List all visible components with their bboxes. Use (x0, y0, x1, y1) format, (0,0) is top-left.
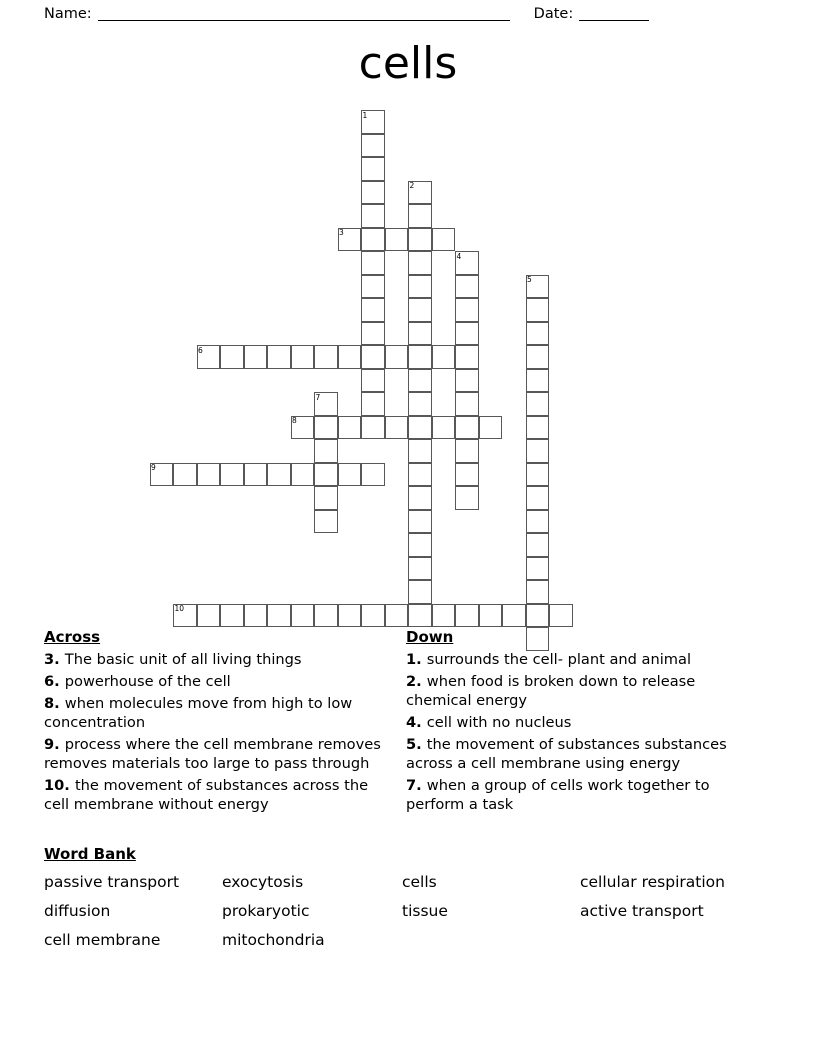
crossword-cell[interactable] (291, 345, 315, 369)
across-clue-column (44, 628, 392, 817)
crossword-cell[interactable] (408, 228, 432, 252)
crossword-cell[interactable] (220, 463, 244, 487)
across-clue-6 (44, 672, 392, 691)
crossword-cell[interactable] (455, 345, 479, 369)
date-label: Date: (533, 6, 574, 22)
clue-text: the movement of substances across the cell membrane without energy (44, 777, 369, 813)
crossword-cell[interactable] (361, 392, 385, 416)
crossword-cell[interactable] (244, 604, 268, 628)
crossword-cell[interactable] (173, 604, 197, 628)
crossword-cell[interactable] (455, 486, 479, 510)
crossword-cell-number: 4 (456, 251, 462, 261)
crossword-cell[interactable] (526, 486, 550, 510)
crossword-cell[interactable] (455, 463, 479, 487)
across-heading: Across (44, 628, 101, 646)
crossword-cell[interactable] (526, 416, 550, 440)
crossword-cell[interactable] (361, 369, 385, 393)
crossword-cell[interactable] (432, 416, 456, 440)
crossword-cell[interactable] (361, 181, 385, 205)
crossword-cell[interactable] (408, 251, 432, 275)
crossword-cell[interactable] (408, 580, 432, 604)
word-bank-item: cellular respiration (580, 873, 725, 891)
crossword-cell[interactable] (291, 416, 315, 440)
crossword-cell-number: 1 (362, 110, 368, 120)
clue-text: when food is broken down to release chemical energy (406, 673, 696, 709)
crossword-cell[interactable] (361, 157, 385, 181)
crossword-cell[interactable] (361, 345, 385, 369)
clue-text: the movement of substances substances across a cell membrane using energy (406, 736, 727, 772)
crossword-cell[interactable] (408, 604, 432, 628)
crossword-cell[interactable] (361, 416, 385, 440)
crossword-cell[interactable] (314, 604, 338, 628)
crossword-cell[interactable] (408, 392, 432, 416)
crossword-cell[interactable] (502, 604, 526, 628)
crossword-cell[interactable] (361, 298, 385, 322)
clue-text: cell with no nucleus (426, 714, 572, 731)
crossword-cell[interactable] (455, 439, 479, 463)
crossword-cell[interactable] (197, 604, 221, 628)
word-bank (44, 845, 784, 949)
crossword-cell[interactable] (455, 416, 479, 440)
crossword-cell[interactable] (314, 486, 338, 510)
crossword-cell[interactable] (338, 228, 362, 252)
crossword-cell[interactable] (432, 228, 456, 252)
crossword-cell[interactable] (526, 345, 550, 369)
crossword-cell[interactable] (385, 345, 409, 369)
clue-text: surrounds the cell- plant and animal (426, 651, 692, 668)
crossword-cell[interactable] (244, 345, 268, 369)
crossword-cell[interactable] (408, 369, 432, 393)
crossword-cell-number: 5 (527, 275, 532, 284)
crossword-cell[interactable] (291, 604, 315, 628)
crossword-cell[interactable] (408, 439, 432, 463)
crossword-cell[interactable] (150, 463, 174, 487)
clue-section (0, 628, 816, 843)
crossword-cell[interactable] (408, 204, 432, 228)
across-clue-list (44, 650, 392, 814)
clue-text: when a group of cells work together to perform a task (406, 777, 710, 813)
down-clue-1 (406, 650, 758, 669)
word-bank-item: tissue (402, 902, 448, 920)
crossword-cell[interactable] (526, 275, 550, 299)
word-bank-item: cells (402, 873, 437, 891)
down-clue-5 (406, 735, 758, 773)
word-bank-item: diffusion (44, 902, 111, 920)
crossword-cell[interactable] (455, 369, 479, 393)
crossword-cell-number: 10 (174, 604, 185, 613)
crossword-cell[interactable] (267, 604, 291, 628)
clue-number: 6. (44, 673, 65, 690)
clue-number: 5. (406, 736, 427, 753)
crossword-cell-number: 7 (315, 392, 321, 402)
crossword-cell[interactable] (408, 486, 432, 510)
crossword-cell-number: 2 (409, 181, 415, 190)
crossword-cell[interactable] (526, 604, 550, 628)
crossword-cell[interactable] (173, 463, 197, 487)
crossword-cell[interactable] (526, 439, 550, 463)
word-bank-item: active transport (580, 902, 704, 920)
clue-text: process where the cell membrane removes removes materials too large to pass through (44, 736, 381, 772)
crossword-cell[interactable] (408, 416, 432, 440)
page-title: cells (358, 38, 458, 89)
crossword-cell[interactable] (314, 439, 338, 463)
crossword-cell[interactable] (408, 322, 432, 346)
crossword-cell[interactable] (361, 275, 385, 299)
crossword-cell[interactable] (314, 345, 338, 369)
crossword-cell[interactable] (526, 557, 550, 581)
crossword-cell[interactable] (338, 604, 362, 628)
down-clue-2 (406, 672, 758, 710)
crossword-cell[interactable] (408, 345, 432, 369)
clue-number: 7. (406, 777, 427, 794)
crossword-cell[interactable] (455, 322, 479, 346)
crossword-cell[interactable] (220, 345, 244, 369)
crossword-cell[interactable] (361, 228, 385, 252)
crossword-cell[interactable] (526, 298, 550, 322)
crossword-cell[interactable] (267, 463, 291, 487)
across-clue-9 (44, 735, 392, 773)
crossword-cell[interactable] (479, 416, 503, 440)
crossword-cell[interactable] (244, 463, 268, 487)
crossword-cell[interactable] (197, 345, 221, 369)
word-bank-heading: Word Bank (44, 845, 136, 863)
word-bank-item: cell membrane (44, 931, 161, 949)
crossword-cell[interactable] (338, 345, 362, 369)
crossword-cell[interactable] (408, 533, 432, 557)
crossword-cell[interactable] (408, 510, 432, 534)
crossword-cell[interactable] (314, 392, 338, 416)
crossword-cell[interactable] (549, 604, 573, 628)
crossword-cell[interactable] (338, 416, 362, 440)
crossword-cell[interactable] (197, 463, 221, 487)
clue-number: 10. (44, 777, 75, 794)
clue-number: 9. (44, 736, 65, 753)
crossword-cell[interactable] (455, 392, 479, 416)
crossword-cell[interactable] (361, 251, 385, 275)
down-clue-list (406, 650, 758, 814)
crossword-cell[interactable] (361, 604, 385, 628)
crossword-cell[interactable] (314, 510, 338, 534)
across-clue-10 (44, 776, 392, 814)
clue-text: when molecules move from high to low concentration (44, 695, 353, 731)
crossword-cell[interactable] (385, 416, 409, 440)
clue-number: 3. (44, 651, 65, 668)
word-bank-item: passive transport (44, 873, 180, 891)
crossword-cell[interactable] (361, 204, 385, 228)
crossword-cell[interactable] (526, 369, 550, 393)
crossword-cell-number: 6 (198, 345, 203, 355)
crossword-cell[interactable] (361, 110, 385, 134)
crossword-cell[interactable] (455, 604, 479, 628)
crossword-cell[interactable] (408, 298, 432, 322)
across-clue-8 (44, 694, 392, 732)
crossword-cell[interactable] (291, 463, 315, 487)
clue-number: 8. (44, 695, 65, 712)
crossword-cell[interactable] (526, 580, 550, 604)
crossword-cell[interactable] (314, 416, 338, 440)
crossword-cell[interactable] (455, 251, 479, 275)
crossword-cell[interactable] (267, 345, 291, 369)
crossword-cell[interactable] (526, 322, 550, 346)
crossword-cell[interactable] (408, 557, 432, 581)
crossword-cell-number: 9 (151, 463, 156, 472)
crossword-cell[interactable] (220, 604, 244, 628)
crossword-cell[interactable] (361, 134, 385, 158)
crossword-cell[interactable] (455, 275, 479, 299)
clue-number: 2. (406, 673, 427, 690)
crossword-cell[interactable] (361, 322, 385, 346)
crossword-cell[interactable] (385, 228, 409, 252)
crossword-cell[interactable] (526, 392, 550, 416)
crossword-cell[interactable] (408, 463, 432, 487)
crossword-cell[interactable] (338, 463, 362, 487)
crossword-cell[interactable] (385, 604, 409, 628)
crossword-cell[interactable] (408, 181, 432, 205)
word-bank-item: prokaryotic (222, 902, 310, 920)
across-clue-3 (44, 650, 392, 669)
clue-text: The basic unit of all living things (64, 651, 302, 668)
crossword-cell[interactable] (526, 510, 550, 534)
crossword-cell[interactable] (526, 463, 550, 487)
down-clue-4 (406, 713, 758, 732)
crossword-cell[interactable] (432, 345, 456, 369)
crossword-cell[interactable] (361, 463, 385, 487)
name-label: Name: (44, 6, 92, 22)
down-clue-7 (406, 776, 758, 814)
down-clue-column (406, 628, 758, 817)
clue-number: 1. (406, 651, 427, 668)
crossword-cell[interactable] (479, 604, 503, 628)
crossword-cell[interactable] (408, 275, 432, 299)
crossword-cell-number: 3 (339, 228, 344, 237)
word-bank-item: exocytosis (222, 873, 304, 891)
down-heading: Down (406, 628, 454, 646)
crossword-cell[interactable] (314, 463, 338, 487)
crossword-cell[interactable] (526, 533, 550, 557)
crossword-cell[interactable] (432, 604, 456, 628)
word-bank-item: mitochondria (222, 931, 325, 949)
word-bank-list (44, 873, 784, 949)
crossword-cell[interactable] (455, 298, 479, 322)
clue-text: powerhouse of the cell (64, 673, 231, 690)
clue-number: 4. (406, 714, 427, 731)
crossword-cell-number: 8 (292, 416, 297, 425)
